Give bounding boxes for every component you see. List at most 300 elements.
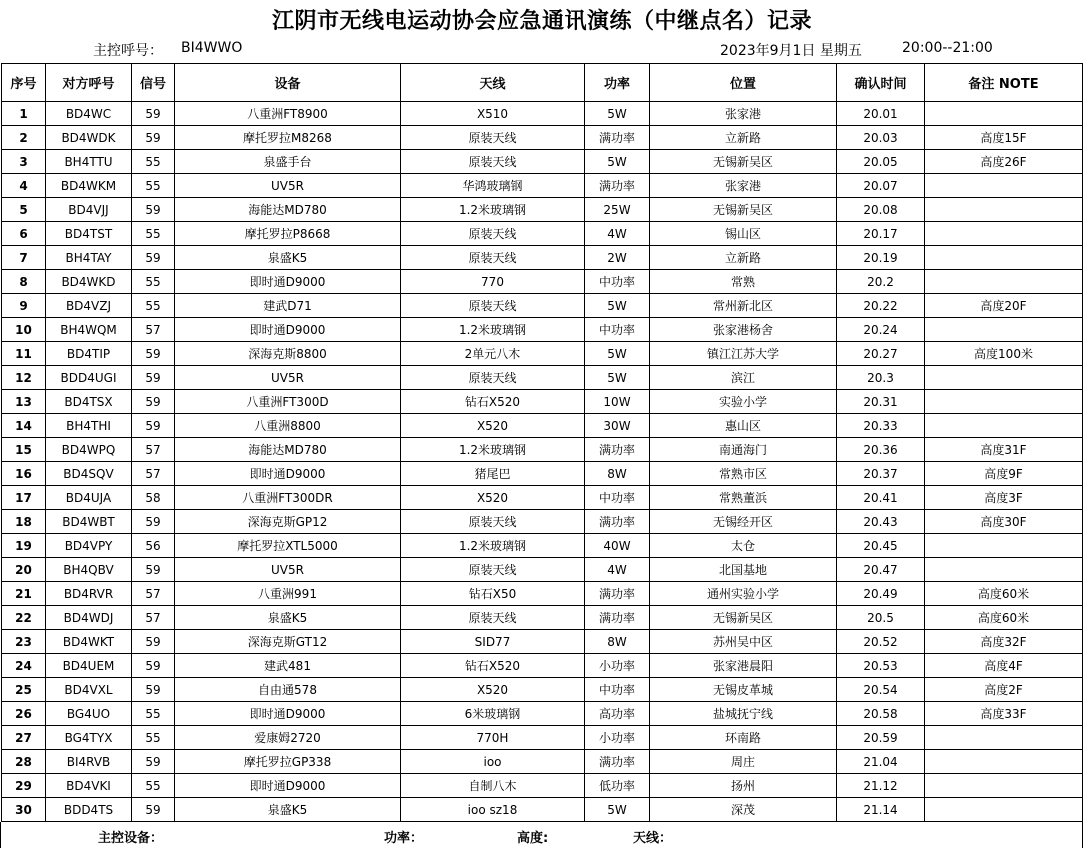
cell-time: 20.33 [837, 414, 925, 438]
cell-location: 无锡经开区 [650, 510, 837, 534]
cell-time: 20.07 [837, 174, 925, 198]
cell-call: BD4VPY [46, 534, 132, 558]
cell-location: 常熟董浜 [650, 486, 837, 510]
cell-no: 6 [2, 222, 46, 246]
cell-note [925, 390, 1083, 414]
cell-no: 24 [2, 654, 46, 678]
cell-antenna: 2单元八木 [401, 342, 585, 366]
cell-device: 爱康姆2720 [175, 726, 401, 750]
cell-signal: 59 [132, 798, 175, 822]
cell-no: 18 [2, 510, 46, 534]
cell-signal: 59 [132, 678, 175, 702]
cell-antenna: 1.2米玻璃钢 [401, 198, 585, 222]
cell-signal: 59 [132, 414, 175, 438]
table-row [2, 702, 1083, 726]
cell-time: 20.52 [837, 630, 925, 654]
cell-location: 周庄 [650, 750, 837, 774]
cell-location: 锡山区 [650, 222, 837, 246]
cell-antenna: 钻石X520 [401, 654, 585, 678]
cell-call: BH4TAY [46, 246, 132, 270]
cell-location: 滨江 [650, 366, 837, 390]
cell-location: 常州新北区 [650, 294, 837, 318]
cell-no: 26 [2, 702, 46, 726]
cell-antenna: X520 [401, 678, 585, 702]
cell-call: BD4RVR [46, 582, 132, 606]
cell-time: 20.53 [837, 654, 925, 678]
cell-power: 满功率 [585, 750, 650, 774]
col-header-antenna: 天线 [401, 64, 585, 102]
cell-time: 20.41 [837, 486, 925, 510]
cell-no: 17 [2, 486, 46, 510]
cell-call: BD4WKT [46, 630, 132, 654]
cell-location: 常熟市区 [650, 462, 837, 486]
cell-note: 高度30F [925, 510, 1083, 534]
cell-time: 20.05 [837, 150, 925, 174]
table-row [2, 366, 1083, 390]
cell-power: 中功率 [585, 270, 650, 294]
cell-antenna: X520 [401, 414, 585, 438]
cell-location: 常熟 [650, 270, 837, 294]
cell-power: 中功率 [585, 678, 650, 702]
cell-power: 30W [585, 414, 650, 438]
table-row [2, 534, 1083, 558]
cell-call: BH4QBV [46, 558, 132, 582]
col-header-signal: 信号 [132, 64, 175, 102]
cell-device: 泉盛手台 [175, 150, 401, 174]
col-header-note: 备注 NOTE [925, 64, 1083, 102]
cell-antenna: 原装天线 [401, 606, 585, 630]
cell-no: 23 [2, 630, 46, 654]
cell-note [925, 222, 1083, 246]
cell-no: 7 [2, 246, 46, 270]
cell-time: 20.17 [837, 222, 925, 246]
cell-time: 20.27 [837, 342, 925, 366]
cell-signal: 55 [132, 774, 175, 798]
cell-device: 深海克斯GP12 [175, 510, 401, 534]
cell-time: 20.49 [837, 582, 925, 606]
cell-location: 无锡新吴区 [650, 198, 837, 222]
table-row [2, 150, 1083, 174]
cell-call: BD4WC [46, 102, 132, 126]
cell-call: BD4UJA [46, 486, 132, 510]
cell-device: 即时通D9000 [175, 462, 401, 486]
cell-no: 27 [2, 726, 46, 750]
table-row [2, 198, 1083, 222]
cell-call: BD4WBT [46, 510, 132, 534]
cell-power: 5W [585, 150, 650, 174]
table-row [2, 798, 1083, 822]
cell-location: 北国基地 [650, 558, 837, 582]
cell-no: 22 [2, 606, 46, 630]
cell-call: BG4UO [46, 702, 132, 726]
table-row [2, 414, 1083, 438]
cell-call: BD4WKM [46, 174, 132, 198]
cell-time: 21.04 [837, 750, 925, 774]
cell-device: 海能达MD780 [175, 198, 401, 222]
cell-note: 高度15F [925, 126, 1083, 150]
cell-note: 高度33F [925, 702, 1083, 726]
cell-signal: 55 [132, 294, 175, 318]
cell-power: 5W [585, 102, 650, 126]
cell-power: 小功率 [585, 726, 650, 750]
cell-power: 小功率 [585, 654, 650, 678]
cell-no: 1 [2, 102, 46, 126]
cell-no: 12 [2, 366, 46, 390]
cell-power: 满功率 [585, 126, 650, 150]
cell-time: 20.08 [837, 198, 925, 222]
table-row [2, 246, 1083, 270]
cell-power: 低功率 [585, 774, 650, 798]
cell-location: 南通海门 [650, 438, 837, 462]
cell-device: 八重洲FT300D [175, 390, 401, 414]
col-header-power: 功率 [585, 64, 650, 102]
cell-no: 20 [2, 558, 46, 582]
cell-call: BD4VZJ [46, 294, 132, 318]
cell-call: BD4WDJ [46, 606, 132, 630]
col-header-time: 确认时间 [837, 64, 925, 102]
cell-location: 无锡新吴区 [650, 606, 837, 630]
cell-no: 25 [2, 678, 46, 702]
cell-location: 镇江江苏大学 [650, 342, 837, 366]
cell-time: 20.22 [837, 294, 925, 318]
cell-antenna: 原装天线 [401, 558, 585, 582]
cell-antenna: 1.2米玻璃钢 [401, 318, 585, 342]
cell-antenna: 原装天线 [401, 126, 585, 150]
cell-device: 八重洲FT8900 [175, 102, 401, 126]
cell-location: 盐城抚宁线 [650, 702, 837, 726]
cell-call: BH4THI [46, 414, 132, 438]
cell-antenna: 原装天线 [401, 366, 585, 390]
cell-location: 张家港 [650, 102, 837, 126]
cell-signal: 57 [132, 582, 175, 606]
cell-signal: 55 [132, 174, 175, 198]
cell-no: 15 [2, 438, 46, 462]
cell-no: 13 [2, 390, 46, 414]
cell-location: 无锡皮革城 [650, 678, 837, 702]
cell-call: BD4TIP [46, 342, 132, 366]
cell-signal: 59 [132, 198, 175, 222]
cell-call: BD4WPQ [46, 438, 132, 462]
cell-power: 5W [585, 366, 650, 390]
cell-power: 中功率 [585, 486, 650, 510]
cell-device: 即时通D9000 [175, 774, 401, 798]
cell-signal: 57 [132, 318, 175, 342]
cell-antenna: 钻石X50 [401, 582, 585, 606]
cell-power: 满功率 [585, 582, 650, 606]
cell-note [925, 726, 1083, 750]
cell-no: 8 [2, 270, 46, 294]
cell-signal: 55 [132, 270, 175, 294]
cell-power: 满功率 [585, 438, 650, 462]
cell-device: UV5R [175, 558, 401, 582]
cell-note [925, 774, 1083, 798]
cell-call: BD4SQV [46, 462, 132, 486]
cell-power: 4W [585, 222, 650, 246]
table-row [2, 678, 1083, 702]
table-row [2, 558, 1083, 582]
table-row [2, 174, 1083, 198]
cell-time: 20.58 [837, 702, 925, 726]
cell-device: 深海克斯GT12 [175, 630, 401, 654]
cell-device: 泉盛K5 [175, 246, 401, 270]
cell-power: 8W [585, 462, 650, 486]
host-callsign-label: 主控呼号： [93, 43, 163, 59]
cell-location: 环南路 [650, 726, 837, 750]
cell-no: 9 [2, 294, 46, 318]
cell-location: 实验小学 [650, 390, 837, 414]
cell-antenna: X520 [401, 486, 585, 510]
cell-signal: 59 [132, 654, 175, 678]
cell-antenna: 770 [401, 270, 585, 294]
host-callsign: BI4WWO [181, 40, 243, 56]
cell-device: 摩托罗拉P8668 [175, 222, 401, 246]
cell-antenna: 原装天线 [401, 510, 585, 534]
table-row [2, 102, 1083, 126]
record-date: 2023年9月1日 星期五 [720, 43, 862, 59]
cell-antenna: X510 [401, 102, 585, 126]
cell-device: 摩托罗拉XTL5000 [175, 534, 401, 558]
document-title: 江阴市无线电运动协会应急通讯演练（中继点名）记录 [271, 9, 812, 34]
cell-signal: 59 [132, 126, 175, 150]
cell-time: 20.59 [837, 726, 925, 750]
table-row [2, 750, 1083, 774]
cell-no: 19 [2, 534, 46, 558]
cell-device: 摩托罗拉GP338 [175, 750, 401, 774]
footer-power-label: 功率： [384, 831, 424, 846]
cell-location: 张家港杨舍 [650, 318, 837, 342]
footer-bar [0, 822, 1083, 848]
table-row [2, 438, 1083, 462]
table-row [2, 126, 1083, 150]
cell-call: BD4WDK [46, 126, 132, 150]
cell-no: 10 [2, 318, 46, 342]
cell-no: 11 [2, 342, 46, 366]
cell-call: BD4UEM [46, 654, 132, 678]
cell-no: 29 [2, 774, 46, 798]
cell-power: 40W [585, 534, 650, 558]
cell-power: 4W [585, 558, 650, 582]
cell-time: 20.47 [837, 558, 925, 582]
cell-power: 25W [585, 198, 650, 222]
cell-signal: 59 [132, 366, 175, 390]
cell-call: BD4VJJ [46, 198, 132, 222]
table-row [2, 510, 1083, 534]
cell-note: 高度32F [925, 630, 1083, 654]
time-range: 20:00--21:00 [902, 40, 993, 56]
cell-antenna: 原装天线 [401, 150, 585, 174]
footer-equipment-label: 主控设备： [98, 831, 164, 846]
cell-location: 惠山区 [650, 414, 837, 438]
cell-antenna: 猪尾巴 [401, 462, 585, 486]
cell-device: 即时通D9000 [175, 318, 401, 342]
cell-antenna: SID77 [401, 630, 585, 654]
cell-no: 30 [2, 798, 46, 822]
cell-note [925, 414, 1083, 438]
cell-power: 满功率 [585, 510, 650, 534]
table-row [2, 486, 1083, 510]
cell-call: BD4VXL [46, 678, 132, 702]
cell-signal: 55 [132, 702, 175, 726]
footer-height-label: 高度: [517, 831, 549, 846]
cell-device: 建武481 [175, 654, 401, 678]
cell-location: 无锡新吴区 [650, 150, 837, 174]
cell-device: 八重洲8800 [175, 414, 401, 438]
cell-location: 通州实验小学 [650, 582, 837, 606]
cell-time: 20.54 [837, 678, 925, 702]
cell-antenna: 华鸿玻璃钢 [401, 174, 585, 198]
cell-time: 21.12 [837, 774, 925, 798]
cell-device: 摩托罗拉M8268 [175, 126, 401, 150]
cell-note [925, 270, 1083, 294]
cell-call: BDD4UGI [46, 366, 132, 390]
cell-time: 20.3 [837, 366, 925, 390]
cell-note [925, 318, 1083, 342]
footer-antenna-label: 天线： [633, 831, 673, 846]
cell-power: 中功率 [585, 318, 650, 342]
cell-note: 高度2F [925, 678, 1083, 702]
cell-time: 21.14 [837, 798, 925, 822]
table-row [2, 630, 1083, 654]
cell-note [925, 558, 1083, 582]
col-header-location: 位置 [650, 64, 837, 102]
cell-time: 20.37 [837, 462, 925, 486]
cell-time: 20.03 [837, 126, 925, 150]
cell-location: 立新路 [650, 126, 837, 150]
table-row [2, 390, 1083, 414]
cell-time: 20.24 [837, 318, 925, 342]
cell-signal: 59 [132, 558, 175, 582]
cell-signal: 59 [132, 750, 175, 774]
cell-time: 20.2 [837, 270, 925, 294]
cell-note: 高度31F [925, 438, 1083, 462]
cell-signal: 55 [132, 150, 175, 174]
cell-signal: 57 [132, 462, 175, 486]
cell-power: 满功率 [585, 606, 650, 630]
table-row [2, 318, 1083, 342]
table-row [2, 342, 1083, 366]
cell-note [925, 366, 1083, 390]
cell-no: 2 [2, 126, 46, 150]
cell-signal: 57 [132, 438, 175, 462]
cell-note: 高度60米 [925, 582, 1083, 606]
cell-no: 16 [2, 462, 46, 486]
cell-note: 高度20F [925, 294, 1083, 318]
cell-signal: 57 [132, 606, 175, 630]
cell-time: 20.01 [837, 102, 925, 126]
cell-antenna: 钻石X520 [401, 390, 585, 414]
cell-device: UV5R [175, 366, 401, 390]
cell-device: 建武D71 [175, 294, 401, 318]
cell-signal: 59 [132, 342, 175, 366]
cell-note [925, 198, 1083, 222]
cell-device: 八重洲991 [175, 582, 401, 606]
cell-no: 14 [2, 414, 46, 438]
cell-location: 深茂 [650, 798, 837, 822]
cell-device: 自由通578 [175, 678, 401, 702]
table-row [2, 462, 1083, 486]
cell-call: BD4VKI [46, 774, 132, 798]
cell-time: 20.36 [837, 438, 925, 462]
cell-note [925, 798, 1083, 822]
cell-signal: 59 [132, 246, 175, 270]
cell-call: BD4TSX [46, 390, 132, 414]
cell-time: 20.43 [837, 510, 925, 534]
cell-antenna: 原装天线 [401, 294, 585, 318]
table-row [2, 654, 1083, 678]
cell-device: UV5R [175, 174, 401, 198]
table-row [2, 270, 1083, 294]
log-table [1, 63, 1083, 822]
cell-device: 泉盛K5 [175, 606, 401, 630]
cell-antenna: 原装天线 [401, 222, 585, 246]
cell-antenna: 770H [401, 726, 585, 750]
cell-time: 20.45 [837, 534, 925, 558]
cell-call: BI4RVB [46, 750, 132, 774]
cell-signal: 55 [132, 222, 175, 246]
cell-note: 高度100米 [925, 342, 1083, 366]
cell-location: 立新路 [650, 246, 837, 270]
cell-time: 20.31 [837, 390, 925, 414]
cell-device: 即时通D9000 [175, 270, 401, 294]
cell-location: 太仓 [650, 534, 837, 558]
cell-antenna: ioo [401, 750, 585, 774]
cell-no: 28 [2, 750, 46, 774]
cell-note [925, 750, 1083, 774]
cell-antenna: 6米玻璃钢 [401, 702, 585, 726]
cell-note: 高度26F [925, 150, 1083, 174]
cell-signal: 59 [132, 510, 175, 534]
cell-signal: 59 [132, 390, 175, 414]
cell-no: 4 [2, 174, 46, 198]
col-header-call: 对方呼号 [46, 64, 132, 102]
cell-note [925, 102, 1083, 126]
cell-power: 高功率 [585, 702, 650, 726]
table-row [2, 774, 1083, 798]
cell-antenna: 自制八木 [401, 774, 585, 798]
table-row [2, 222, 1083, 246]
table-row [2, 294, 1083, 318]
table-header-row [2, 64, 1083, 102]
cell-location: 张家港晨阳 [650, 654, 837, 678]
col-header-no: 序号 [2, 64, 46, 102]
cell-device: 泉盛K5 [175, 798, 401, 822]
cell-location: 扬州 [650, 774, 837, 798]
cell-device: 海能达MD780 [175, 438, 401, 462]
cell-call: BDD4TS [46, 798, 132, 822]
cell-time: 20.5 [837, 606, 925, 630]
cell-antenna: 原装天线 [401, 246, 585, 270]
cell-signal: 58 [132, 486, 175, 510]
col-header-device: 设备 [175, 64, 401, 102]
cell-time: 20.19 [837, 246, 925, 270]
cell-antenna: 1.2米玻璃钢 [401, 534, 585, 558]
cell-no: 21 [2, 582, 46, 606]
cell-power: 8W [585, 630, 650, 654]
cell-no: 3 [2, 150, 46, 174]
cell-power: 2W [585, 246, 650, 270]
cell-power: 5W [585, 342, 650, 366]
cell-note: 高度4F [925, 654, 1083, 678]
cell-call: BG4TYX [46, 726, 132, 750]
cell-note [925, 246, 1083, 270]
cell-power: 满功率 [585, 174, 650, 198]
table-row [2, 606, 1083, 630]
cell-power: 5W [585, 798, 650, 822]
cell-antenna: ioo sz18 [401, 798, 585, 822]
cell-location: 张家港 [650, 174, 837, 198]
cell-note [925, 534, 1083, 558]
cell-call: BD4WKD [46, 270, 132, 294]
